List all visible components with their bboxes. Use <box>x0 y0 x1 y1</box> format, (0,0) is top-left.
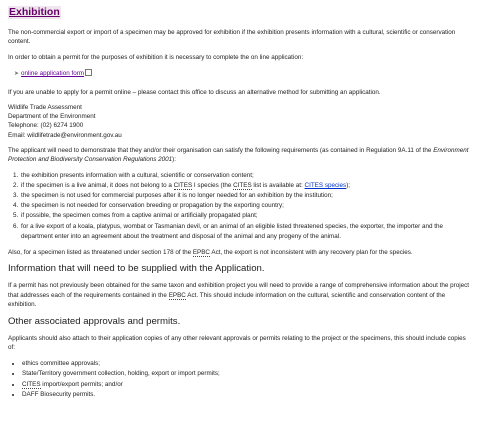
information-text: Act. This should include information on the cultural, scientific and conservation content of the exhibition. <box>8 291 446 309</box>
epbc-abbr[interactable]: EPBC <box>168 291 186 299</box>
unable-apply-paragraph: If you are unable to apply for a permit online – please contact this office to discuss an alternative method for submitting an application. <box>8 88 381 96</box>
information-paragraph <box>8 281 472 309</box>
heading-information-required: Information that will need to be supplied with the Application. <box>8 263 265 275</box>
intro-paragraph: The non-commercial export or import of a specimen may be approved for exhibition if the exhibition presents information with a cultural, scientific or conservation content. <box>8 29 456 46</box>
arrow-icon: ➤ <box>14 71 20 78</box>
contact-address <box>8 103 472 140</box>
epbc-abbr[interactable]: EPBC <box>192 249 210 257</box>
address-email: Email: wildlifetrade@environment.gov.au <box>8 131 122 139</box>
cites-abbr[interactable]: CITES <box>22 380 41 388</box>
online-application-form-link[interactable]: online application form <box>21 70 85 78</box>
copies-list <box>8 359 472 401</box>
other-approvals-paragraph: Applicants should also attach to their application copies of any other relevant approvals or permits relating to the project or the specimens, this should include copies of: <box>8 334 466 352</box>
copies-text: import/export permits; and/or <box>40 380 123 388</box>
requirement-item <box>20 181 472 191</box>
requirements-list <box>8 171 472 242</box>
applicant-text-before: The applicant will need to demonstrate that they and/or their organisation can satisfy the following requirements (as contained in Regulation 9A.11 of the <box>8 146 434 154</box>
regulation-title: Environment Protection and Biodiversity Conservation Regulations 2001 <box>8 146 469 164</box>
requirement-item: 6. for a live export of a koala, platypus, wombat or Tasmanian devil, or an animal of an eligible listed threatened species, the exporter, the importer and the department enter into an agreement about the treatment and disposal of the animal and any progeny of the animal. <box>20 222 472 242</box>
address-line-1: Wildlife Trade Assessment <box>8 104 82 112</box>
copies-item <box>22 380 472 391</box>
applicant-text-after: ): <box>172 156 177 164</box>
cites-abbr[interactable]: CITES <box>173 181 193 189</box>
requirement-text: ); <box>346 181 351 189</box>
address-line-2: Department of the Environment <box>8 113 96 121</box>
requirement-item: 1. the exhibition presents information with a cultural, scientific or conservation content; <box>20 171 472 181</box>
applicant-requirements-paragraph <box>8 146 472 165</box>
information-text: If a permit has not previously been obtained for the same taxon and exhibition project you will need to provide a range of comprehensive information about the project that addresses each of the requirements contained in the <box>8 282 469 299</box>
obtain-permit-paragraph: In order to obtain a permit for the purposes of exhibition it is necessary to complete the on line application: <box>8 53 304 61</box>
external-link-icon <box>85 69 92 76</box>
heading-other-approvals: Other associated approvals and permits. <box>8 315 181 327</box>
requirement-item: 4. the specimen is not needed for conservation breeding or propagation by the exporting country; <box>20 201 472 211</box>
page-title: Exhibition <box>9 6 60 18</box>
copies-item: • State/Territory government collection, holding, export or import permits; <box>22 369 472 380</box>
requirement-item: 5. if possible, the specimen comes from a captive animal or artificially propagated plant; <box>20 211 472 221</box>
requirement-text: I species (the <box>192 181 234 189</box>
online-form-link-row <box>14 68 472 79</box>
requirement-item: 3. the specimen is not used for commercial purposes after it is no longer needed for an exhibition by the institution; <box>20 191 472 201</box>
threatened-text: Act, the export is not inconsistent with any recovery plan for the species. <box>209 249 413 257</box>
copies-item: • ethics committee approvals; <box>22 359 472 370</box>
threatened-text: Also, for a specimen listed as threatened under section 178 of the <box>8 249 193 257</box>
address-telephone: Telephone: (02) 6274 1900 <box>8 122 84 130</box>
threatened-paragraph <box>8 248 472 257</box>
cites-abbr[interactable]: CITES <box>233 181 252 189</box>
requirement-text: list is available at: <box>251 181 305 189</box>
cites-species-link[interactable]: CITES species <box>304 181 347 189</box>
requirement-text: if the specimen is a live animal, it does not belong to a <box>21 181 174 189</box>
copies-item: • DAFF Biosecurity permits. <box>22 390 472 401</box>
